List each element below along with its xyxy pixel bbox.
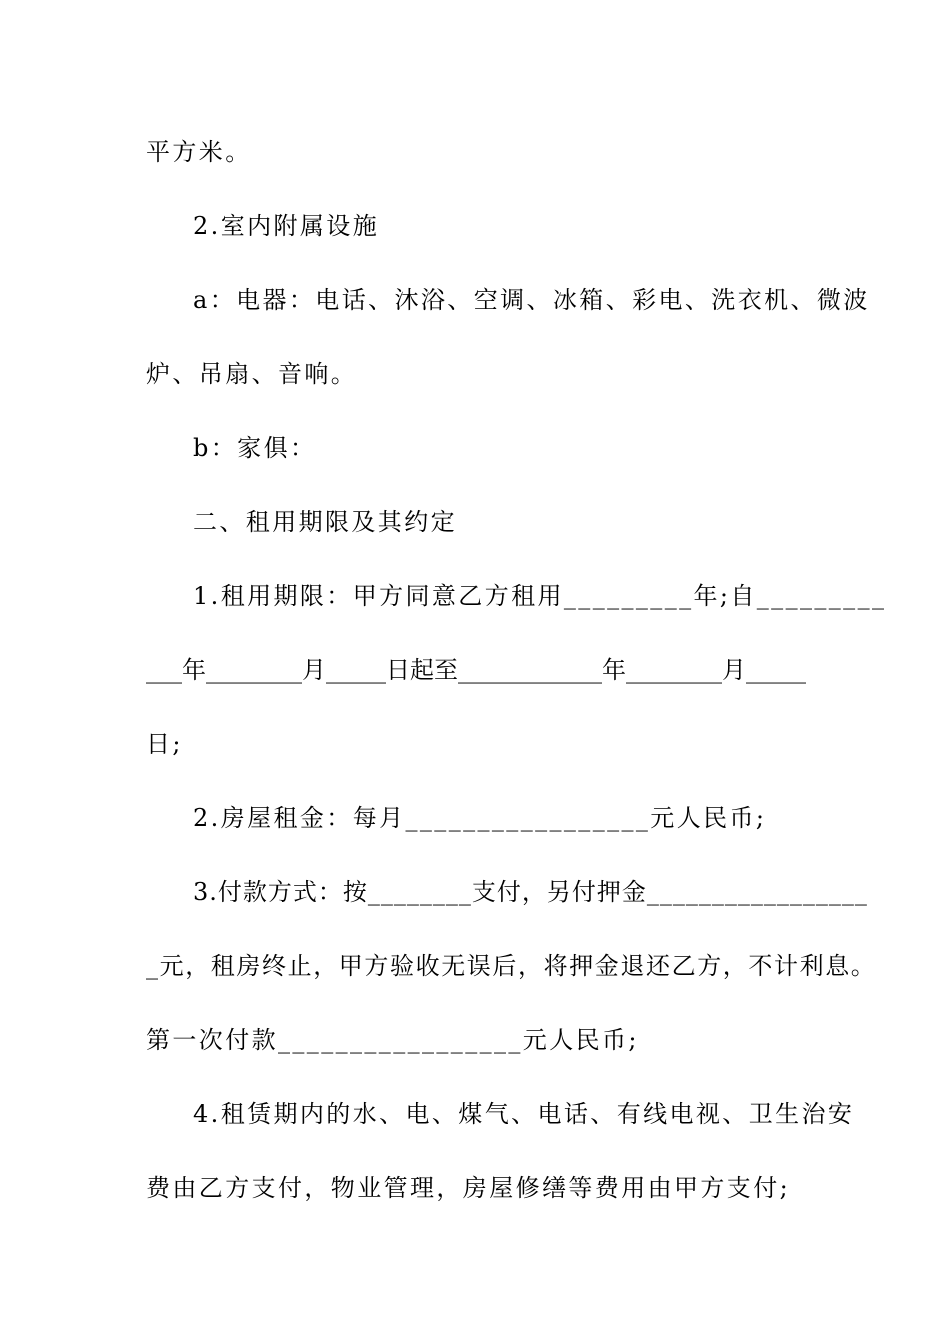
section-heading: 2.室内附属设施 <box>193 212 380 240</box>
text-line: a：电器：电话、沐浴、空调、冰箱、彩电、洗衣机、微波 <box>193 286 870 314</box>
text-line: 第一次付款_________________元人民币; <box>146 1026 639 1054</box>
text-line: ___年________月_____日起至____________年________月_____ <box>146 656 806 684</box>
text-line: 费由乙方支付，物业管理，房屋修缮等费用由甲方支付; <box>146 1174 791 1202</box>
text-line: 炉、吊扇、音响。 <box>146 360 358 388</box>
text-line: _元，租房终止，甲方验收无误后，将押金退还乙方，不计利息。 <box>146 952 877 980</box>
text-line: 日; <box>146 730 183 758</box>
text-line: 1.租用期限：甲方同意乙方租用_________年;自_________ <box>193 582 887 610</box>
text-line: 2.房屋租金：每月_________________元人民币; <box>193 804 767 832</box>
text-line: b：家俱： <box>193 434 317 462</box>
text-line: 平方米。 <box>146 138 252 166</box>
text-line: 3.付款方式：按________支付，另付押金_________________ <box>193 878 868 906</box>
text-line: 4.租赁期内的水、电、煤气、电话、有线电视、卫生治安 <box>193 1100 855 1128</box>
section-heading: 二、租用期限及其约定 <box>193 508 457 536</box>
